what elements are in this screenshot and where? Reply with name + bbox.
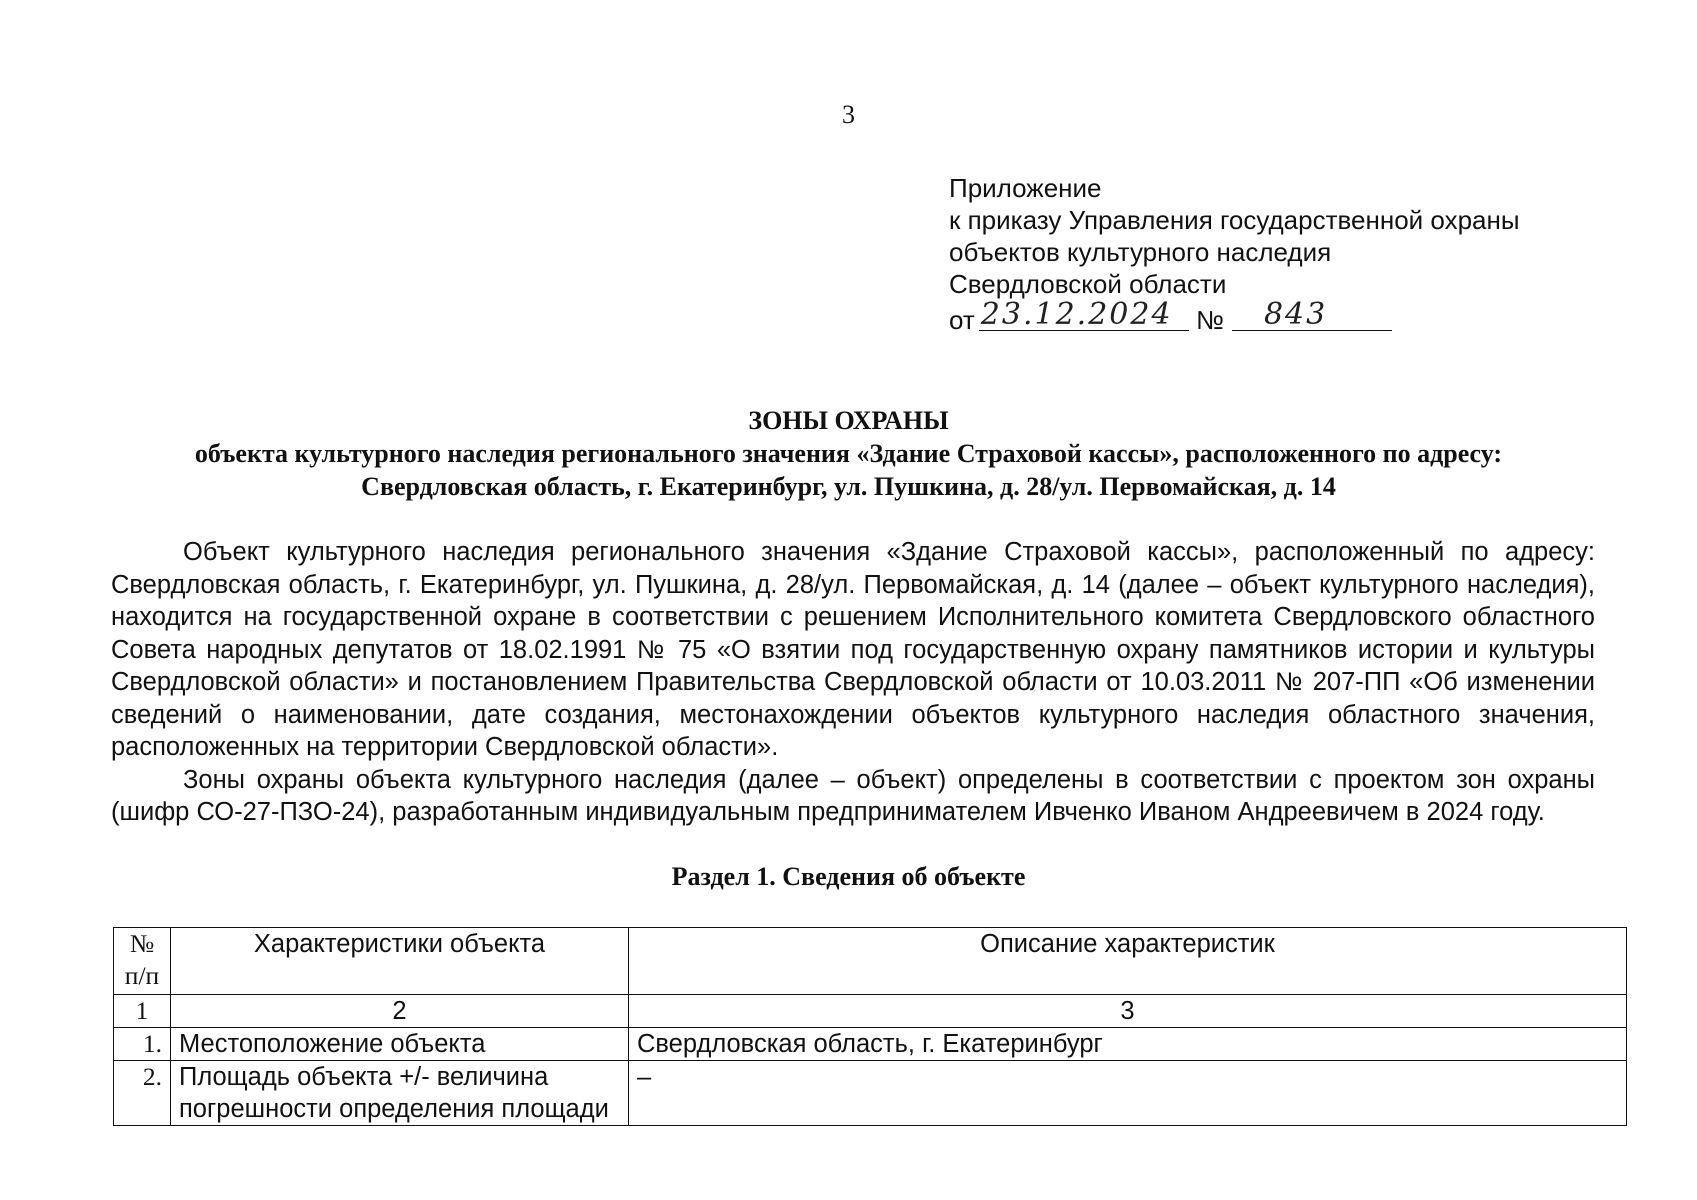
date-prefix: от (949, 305, 975, 335)
table-cell: Площадь объекта +/- величина погрешности определения площади (171, 1061, 629, 1126)
page-number: 3 (842, 100, 855, 129)
table-index-cell: 3 (629, 995, 1627, 1028)
table-index-row (114, 995, 1627, 1028)
title-line: Свердловская область, г. Екатеринбург, ул. Пушкина, д. 28/ул. Первомайская, д. 14 (361, 472, 1336, 501)
appendix-date-row (949, 297, 1520, 336)
appendix-line: объектов культурного наследия (949, 237, 1332, 267)
number-field (1232, 297, 1392, 332)
table-header-cell: Характеристики объекта (171, 928, 629, 995)
table-cell: 2. (114, 1061, 171, 1126)
table-index-cell: 1 (114, 995, 171, 1028)
table-header-cell: № п/п (114, 928, 171, 995)
appendix-line: Приложение (949, 173, 1102, 203)
table-cell: Свердловская область, г. Екатеринбург (629, 1028, 1627, 1061)
date-field (979, 297, 1189, 332)
table-cell: 1. (114, 1028, 171, 1061)
appendix-line: к приказу Управления государственной охраны (949, 205, 1520, 235)
table-row (114, 1028, 1627, 1061)
table-header-row (114, 928, 1627, 995)
table-header-cell: Описание характеристик (629, 928, 1627, 995)
body-text (111, 536, 1595, 829)
title-line: объекта культурного наследия регионального значения «Здание Страховой кассы», расположенного по адресу: (194, 439, 1503, 468)
table-cell: – (629, 1061, 1627, 1126)
handwritten-date: 23.12.2024 (980, 297, 1173, 332)
table-row (114, 1061, 1627, 1126)
handwritten-number: 843 (1263, 297, 1328, 332)
table-cell: Местоположение объекта (171, 1028, 629, 1061)
object-info-table (113, 927, 1627, 1126)
document-title (0, 404, 1697, 503)
section-heading: Раздел 1. Сведения об объекте (671, 862, 1026, 891)
table-index-cell: 2 (171, 995, 629, 1028)
body-paragraph: Объект культурного наследия регионального значения «Здание Страховой кассы», расположенный по адресу: Свердловская область, г. Екатеринбург, ул. Пушкина, д. 28/ул. Первомайская, д. 14 (далее – объект культурного наследия), находится на государственной охране в соответствии с решением Исполнительного комитета Свердловского областного Совета народных депутатов от 18.02.1991 № 75 «О взятии под государственную охрану памятников истории и культуры Свердловской области» и постановлением Правительства Свердловской области от 10.03.2011 № 207-ПП «Об изменении сведений о наименовании, дате создания, местонахождении объектов культурного наследия областного значения, расположенных на территории Свердловской области». (111, 538, 1595, 761)
number-sign: № (1196, 305, 1224, 335)
appendix-block (949, 172, 1520, 336)
appendix-line: Свердловской области (949, 269, 1227, 299)
body-paragraph: Зоны охраны объекта культурного наследия (далее – объект) определены в соответствии с проектом зон охраны (шифр СО-27-ПЗО-24), разработанным индивидуальным предпринимателем Ивченко Иваном Андреевичем в 2024 году. (111, 765, 1595, 826)
title-line: ЗОНЫ ОХРАНЫ (748, 406, 949, 435)
